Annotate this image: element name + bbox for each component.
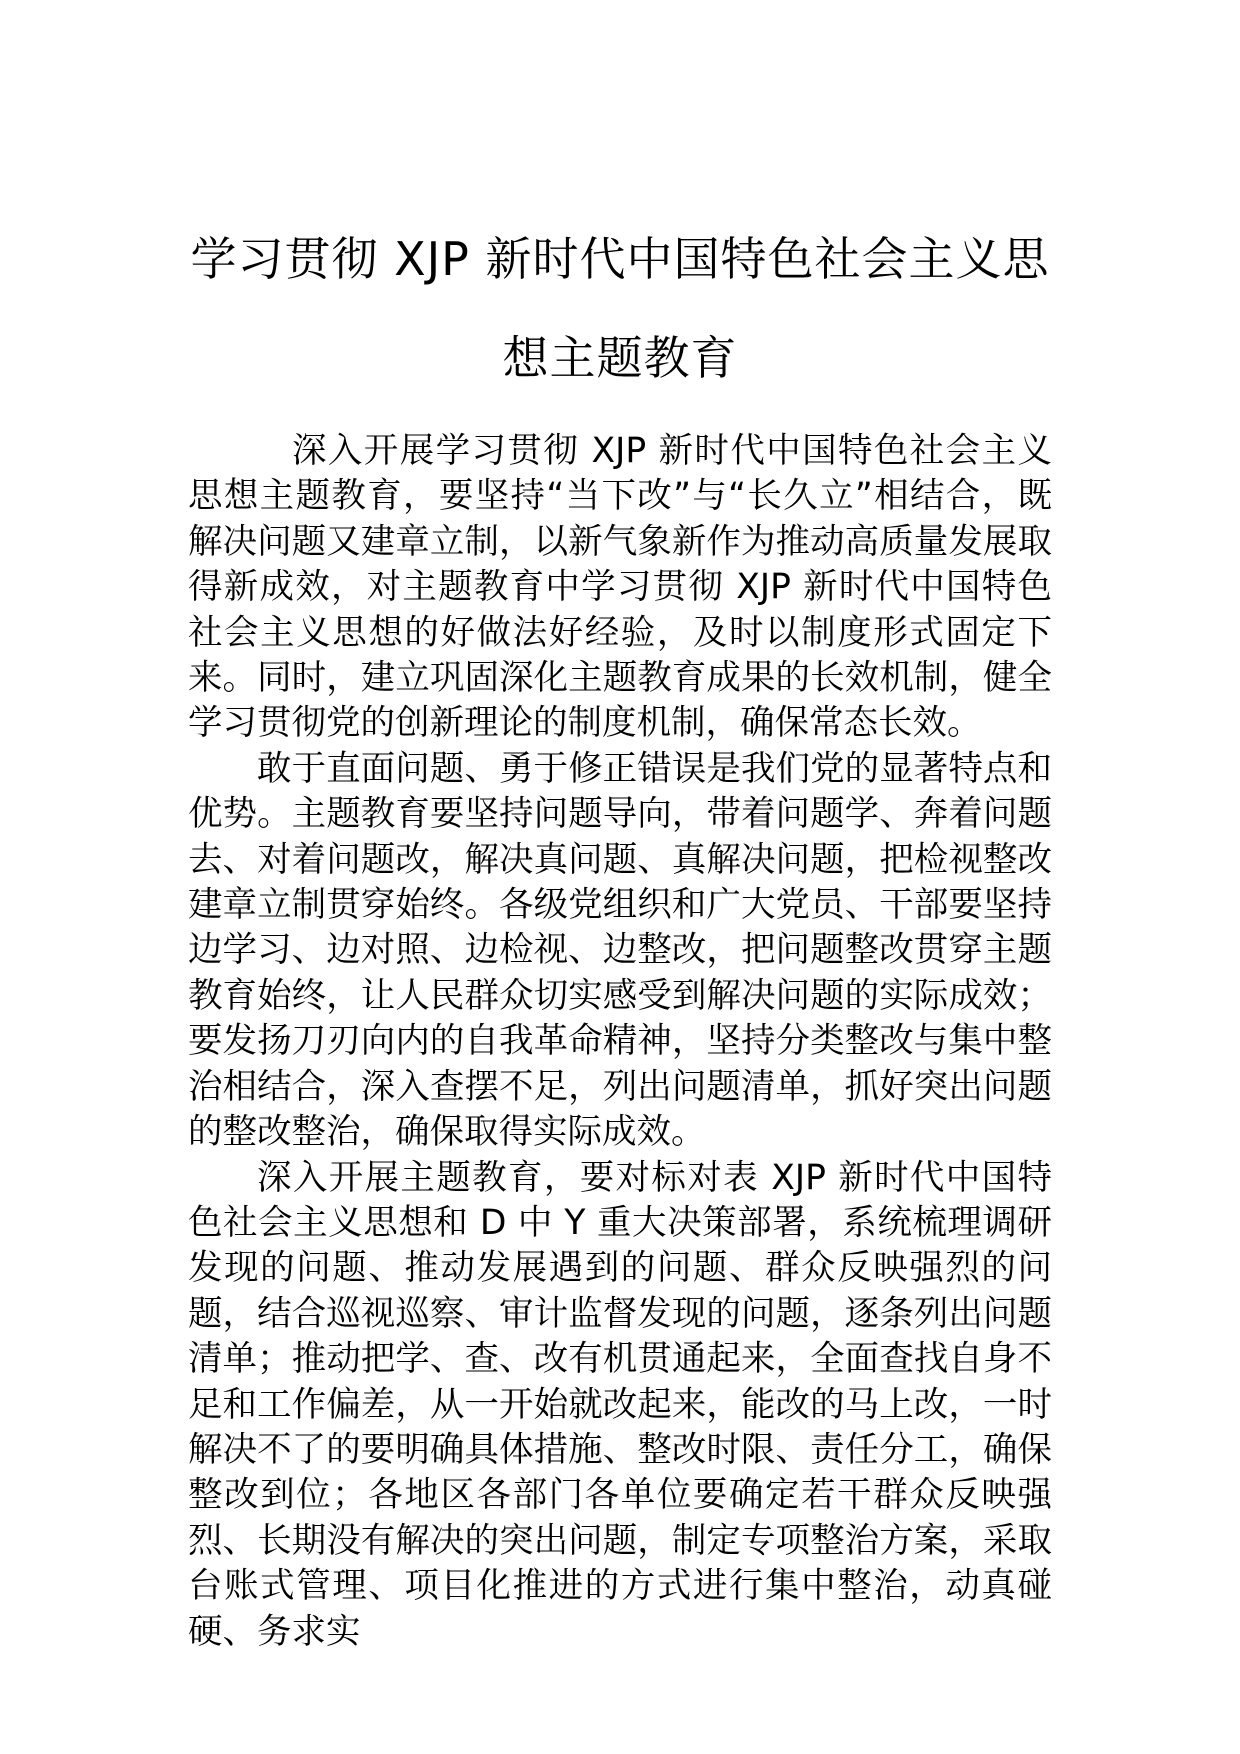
document-title: 学习贯彻 XJP 新时代中国特色社会主义思想主题教育 <box>190 232 1050 385</box>
document-body <box>188 429 1052 1655</box>
paragraph-1: 深入开展学习贯彻 XJP 新时代中国特色社会主义思想主题教育，要坚持“当下改”与“长久立”相结合，既解决问题又建章立制，以新气象新作为推动高质量发展取得新成效，对主题教育中学习贯彻 XJP 新时代中国特色社会主义思想的好做法好经验，及时以制度形式固定下来。同时，建立巩固深化主题教育成果的长效机制，健全学习贯彻党的创新理论的制度机制，确保常态长效。 <box>188 431 1052 744</box>
paragraph-3: 深入开展主题教育，要对标对表 XJP 新时代中国特色社会主义思想和 D 中 Y 重大决策部署，系统梳理调研发现的问题、推动发展遇到的问题、群众反映强烈的问题，结合巡视巡察、审计监督发现的问题，逐条列出问题清单；推动把学、查、改有机贯通起来，全面查找自身不足和工作偏差，从一开始就改起来，能改的马上改，一时解决不了的要明确具体措施、整改时限、责任分工，确保整改到位；各地区各部门各单位要确定若干群众反映强烈、长期没有解决的突出问题，制定专项整治方案，采取台账式管理、项目化推进的方式进行集中整治，动真碰硬、务求实 <box>188 1157 1052 1652</box>
paragraph-2: 敢于直面问题、勇于修正错误是我们党的显著特点和优势。主题教育要坚持问题导向，带着问题学、奔着问题去、对着问题改，解决真问题、真解决问题，把检视整改建章立制贯穿始终。各级党组织和广大党员、干部要坚持边学习、边对照、边检视、边整改，把问题整改贯穿主题教育始终，让人民群众切实感受到解决问题的实际成效；要发扬刀刃向内的自我革命精神，坚持分类整改与集中整治相结合，深入查摆不足，列出问题清单，抓好突出问题的整改整治，确保取得实际成效。 <box>188 748 1052 1153</box>
